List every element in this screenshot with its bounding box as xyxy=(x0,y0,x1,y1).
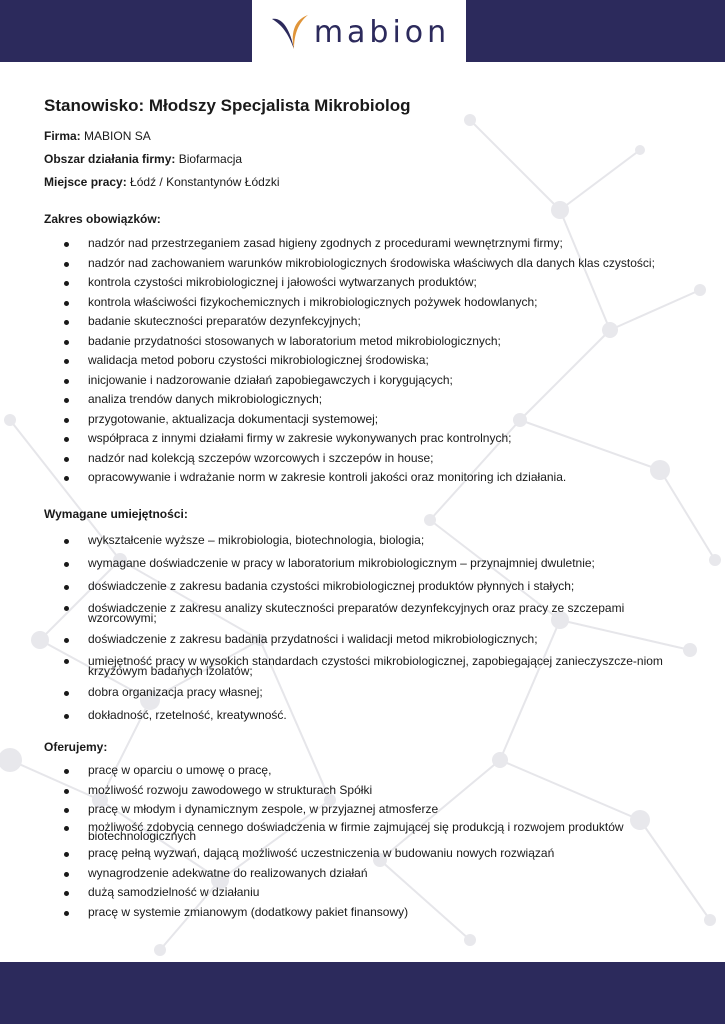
list-item: dużą samodzielność w działaniu xyxy=(44,886,694,899)
offer-heading: Oferujemy: xyxy=(44,740,108,754)
skills-heading: Wymagane umiejętności: xyxy=(44,507,188,521)
list-item: doświadczenie z zakresu badania czystości mikrobiologicznej produktów płynnych i stałych; xyxy=(44,580,694,593)
location-line xyxy=(44,171,694,194)
offer-list xyxy=(44,764,694,919)
duties-heading: Zakres obowiązków: xyxy=(44,212,161,226)
list-item: pracę w młodym i dynamicznym zespole, w przyjaznej atmosferze xyxy=(44,803,694,816)
list-item: kontrola właściwości fizykochemicznych i mikrobiologicznych pożywek hodowlanych; xyxy=(44,296,694,309)
list-item: badanie przydatności stosowanych w laboratorium metod mikrobiologicznych; xyxy=(44,335,694,348)
list-item: inicjowanie i nadzorowanie działań zapobiegawczych i korygujących; xyxy=(44,374,694,387)
company-value: MABION SA xyxy=(80,129,151,143)
company-label: Firma: xyxy=(44,129,81,143)
list-item: wynagrodzenie adekwatne do realizowanych działań xyxy=(44,867,694,880)
footer-band xyxy=(0,962,725,1024)
area-label: Obszar działania firmy: xyxy=(44,152,176,166)
area-value: Biofarmacja xyxy=(175,152,243,166)
list-item: dobra organizacja pracy własnej; xyxy=(44,686,694,699)
list-item: walidacja metod poboru czystości mikrobiologicznej środowiska; xyxy=(44,354,694,367)
list-item: możliwość zdobycia cennego doświadczenia w firmie zajmującej się produkcją i rozwojem produktów biotechnologicznych xyxy=(44,823,694,841)
list-item: dokładność, rzetelność, kreatywność. xyxy=(44,709,694,722)
list-item: przygotowanie, aktualizacja dokumentacji systemowej; xyxy=(44,413,694,426)
list-item: współpraca z innymi działami firmy w zakresie wykonywanych prac kontrolnych; xyxy=(44,432,694,445)
logo xyxy=(252,0,466,62)
list-item: opracowywanie i wdrażanie norm w zakresie kontroli jakości oraz monitoring ich działania. xyxy=(44,471,694,484)
mabion-swoosh-icon xyxy=(268,13,312,53)
list-item: nadzór nad zachowaniem warunków mikrobiologicznych środowiska właściwych dla danych klas czystości; xyxy=(44,257,694,270)
area-line xyxy=(44,148,694,171)
list-item: pracę pełną wyzwań, dającą możliwość uczestniczenia w budowaniu nowych rozwiązań xyxy=(44,847,694,860)
duties-list xyxy=(44,237,694,484)
company-line xyxy=(44,125,694,148)
list-item: nadzór nad przestrzeganiem zasad higieny zgodnych z procedurami wewnętrznymi firmy; xyxy=(44,237,694,250)
list-item: kontrola czystości mikrobiologicznej i jałowości wytwarzanych produktów; xyxy=(44,276,694,289)
list-item: badanie skuteczności preparatów dezynfekcyjnych; xyxy=(44,315,694,328)
list-item: wymagane doświadczenie w pracy w laboratorium mikrobiologicznym – przynajmniej dwuletnie; xyxy=(44,557,694,570)
skills-list xyxy=(44,534,694,722)
list-item: doświadczenie z zakresu analizy skuteczności preparatów dezynfekcyjnych oraz pracy ze szczepami wzorcowymi; xyxy=(44,603,694,623)
list-item: pracę w systemie zmianowym (dodatkowy pakiet finansowy) xyxy=(44,906,694,919)
list-item: umiejętność pracy w wysokich standardach czystości mikrobiologicznej, zapobiegającej zanieczyszcze-niom krzyżowym badanych izolatów; xyxy=(44,656,694,676)
list-item: wykształcenie wyższe – mikrobiologia, biotechnologia, biologia; xyxy=(44,534,694,547)
location-value: Łódź / Konstantynów Łódzki xyxy=(126,175,280,189)
page-title: Stanowisko: Młodszy Specjalista Mikrobiolog xyxy=(44,96,411,115)
logo-text: mabion xyxy=(313,14,451,50)
location-label: Miejsce pracy: xyxy=(44,175,127,189)
list-item: analiza trendów danych mikrobiologicznych; xyxy=(44,393,694,406)
list-item: możliwość rozwoju zawodowego w strukturach Spółki xyxy=(44,784,694,797)
list-item: nadzór nad kolekcją szczepów wzorcowych i szczepów in house; xyxy=(44,452,694,465)
list-item: doświadczenie z zakresu badania przydatności i walidacji metod mikrobiologicznych; xyxy=(44,633,694,646)
list-item: pracę w oparciu o umowę o pracę, xyxy=(44,764,694,777)
job-posting xyxy=(44,96,694,925)
